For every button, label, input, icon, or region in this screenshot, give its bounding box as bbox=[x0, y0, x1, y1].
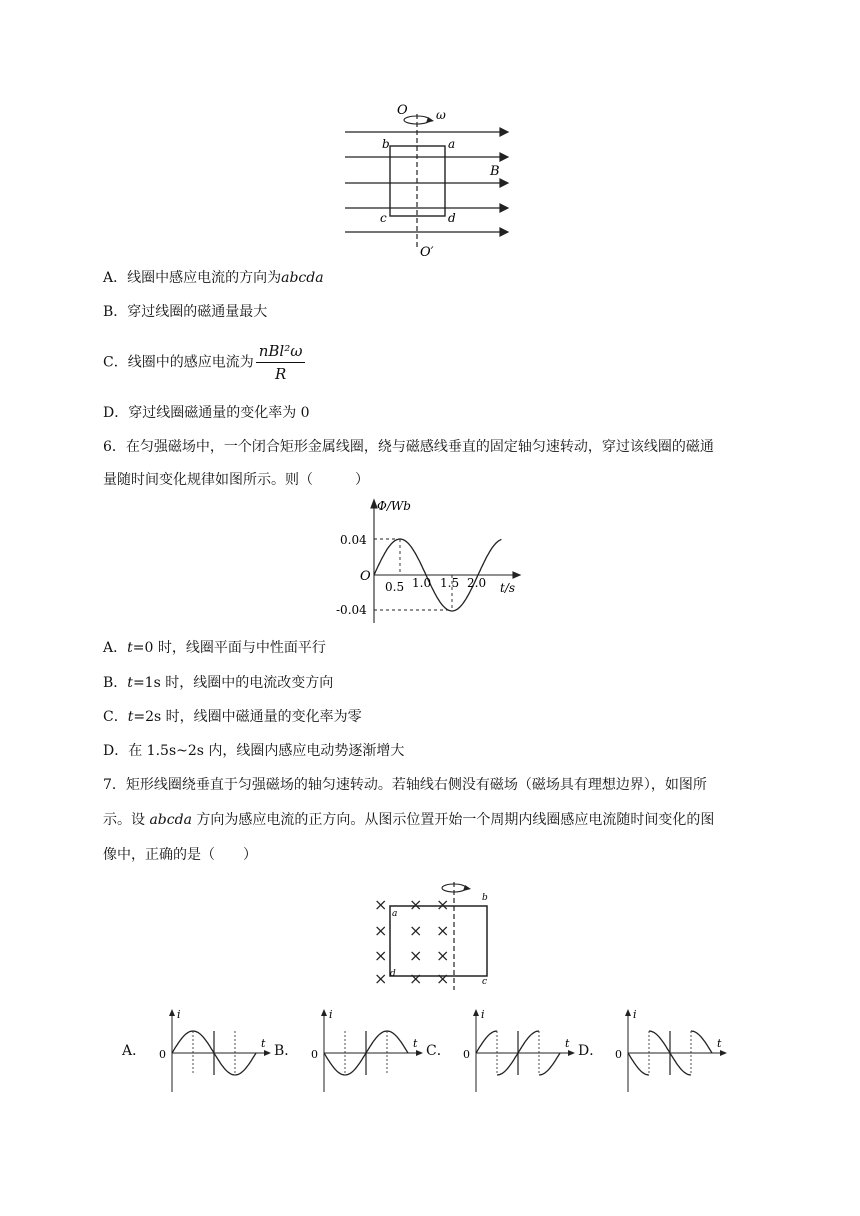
t-axis-label: t bbox=[261, 1037, 266, 1050]
label-a: a bbox=[448, 137, 456, 151]
label-d: d bbox=[448, 211, 456, 225]
x-axis-arrow bbox=[416, 1050, 423, 1056]
tick-pos: 0.04 bbox=[340, 533, 367, 547]
q7-label-b: b bbox=[482, 893, 488, 903]
q6-stem-line2: 量随时间变化规律如图所示。则（ ） bbox=[103, 472, 369, 488]
cross-marks bbox=[374, 895, 449, 988]
tick-0-5: 0.5 bbox=[385, 580, 405, 594]
t-axis-label: t bbox=[413, 1037, 418, 1050]
y-axis-arrow bbox=[625, 1009, 631, 1016]
x-axis-arrow bbox=[264, 1050, 271, 1056]
q7-option-label: A． bbox=[122, 1043, 147, 1059]
i-axis-label: i bbox=[481, 1008, 485, 1021]
cross-mark: × bbox=[409, 895, 423, 914]
x-axis-arrow bbox=[568, 1050, 575, 1056]
cross-mark: × bbox=[374, 946, 388, 965]
label-B: B bbox=[490, 164, 500, 179]
q7-option-graph bbox=[144, 1008, 274, 1094]
label-O: O bbox=[397, 103, 408, 118]
tick-1-0: 1.0 bbox=[412, 576, 432, 590]
q7-stem-line3: 像中，正确的是（ ） bbox=[103, 847, 257, 863]
q7-label-d: d bbox=[390, 969, 396, 979]
label-b: b bbox=[382, 137, 390, 151]
x-axis-arrow bbox=[720, 1050, 727, 1056]
q7-option-label: C． bbox=[426, 1043, 451, 1059]
half-field-coil-figure bbox=[368, 876, 498, 992]
t-axis-label: t bbox=[565, 1037, 570, 1050]
origin-label: O bbox=[360, 569, 371, 584]
q7-stem-line2: 示。设 abcda 方向为感应电流的正方向。从图示位置开始一个周期内线圈感应电流随时间变化的图 bbox=[103, 812, 715, 828]
y-axis-arrow bbox=[473, 1009, 479, 1016]
cross-mark: × bbox=[409, 946, 423, 965]
y-axis-arrow bbox=[169, 1009, 175, 1016]
cross-mark: × bbox=[436, 895, 450, 914]
q6-option-a: A．t=0 时，线圈平面与中性面平行 bbox=[103, 640, 326, 656]
cross-mark: × bbox=[374, 895, 388, 914]
label-O-prime: O′ bbox=[420, 245, 434, 260]
zero-label: 0 bbox=[311, 1048, 318, 1061]
q6-option-c: C．t=2s 时，线圈中磁通量的变化率为零 bbox=[103, 709, 362, 725]
q5-option-a: A．线圈中感应电流的方向为abcda bbox=[103, 270, 324, 286]
q6-stem-line1: 6．在匀强磁场中，一个闭合矩形金属线圈，绕与磁感线垂直的固定轴匀速转动，穿过该线圈的磁通 bbox=[103, 439, 714, 455]
cross-mark: × bbox=[436, 969, 450, 988]
tick-1-5: 1.5 bbox=[440, 576, 460, 590]
q5-option-b: B．穿过线圈的磁通量最大 bbox=[103, 304, 268, 320]
q7-option-graph bbox=[296, 1008, 426, 1094]
flux-time-graph bbox=[330, 498, 530, 628]
cross-mark: × bbox=[374, 921, 388, 940]
cross-mark: × bbox=[374, 969, 388, 988]
tick-neg: -0.04 bbox=[336, 603, 367, 617]
q7-option-label: D． bbox=[578, 1043, 604, 1059]
q6-option-d: D．在 1.5s~2s 内，线圈内感应电动势逐渐增大 bbox=[103, 743, 405, 759]
i-axis-label: i bbox=[633, 1008, 637, 1021]
q7-option-graph bbox=[600, 1008, 730, 1094]
cross-mark: × bbox=[436, 946, 450, 965]
zero-label: 0 bbox=[463, 1048, 470, 1061]
label-omega: ω bbox=[436, 108, 446, 122]
q7-option-graph bbox=[448, 1008, 578, 1094]
q7-label-c: c bbox=[482, 977, 488, 987]
q7-stem-line1: 7．矩形线圈绕垂直于匀强磁场的轴匀速转动。若轴线右侧没有磁场（磁场具有理想边界），如图所 bbox=[103, 777, 707, 793]
i-axis-label: i bbox=[177, 1008, 181, 1021]
zero-label: 0 bbox=[615, 1048, 622, 1061]
i-axis-label: i bbox=[329, 1008, 333, 1021]
tick-2-0: 2.0 bbox=[467, 576, 487, 590]
y-axis-label: Φ/Wb bbox=[377, 499, 411, 513]
q6-option-b: B．t=1s 时，线圈中的电流改变方向 bbox=[103, 675, 334, 691]
q7-option-label: B． bbox=[274, 1043, 299, 1059]
q5-option-d: D．穿过线圈磁通量的变化率为 0 bbox=[103, 405, 310, 421]
q5-option-c: C．线圈中的感应电流为 $\frac{\text{nBl²ω}}{R}$ bbox=[103, 342, 305, 383]
cross-mark: × bbox=[436, 921, 450, 940]
coil-field-figure bbox=[340, 100, 510, 260]
cross-mark: × bbox=[409, 921, 423, 940]
q7-label-a: a bbox=[392, 909, 398, 919]
zero-label: 0 bbox=[159, 1048, 166, 1061]
t-axis-label: t bbox=[717, 1037, 722, 1050]
x-axis-label: t/s bbox=[500, 581, 516, 595]
cross-mark: × bbox=[409, 969, 423, 988]
y-axis-arrow bbox=[321, 1009, 327, 1016]
label-c: c bbox=[380, 211, 387, 225]
